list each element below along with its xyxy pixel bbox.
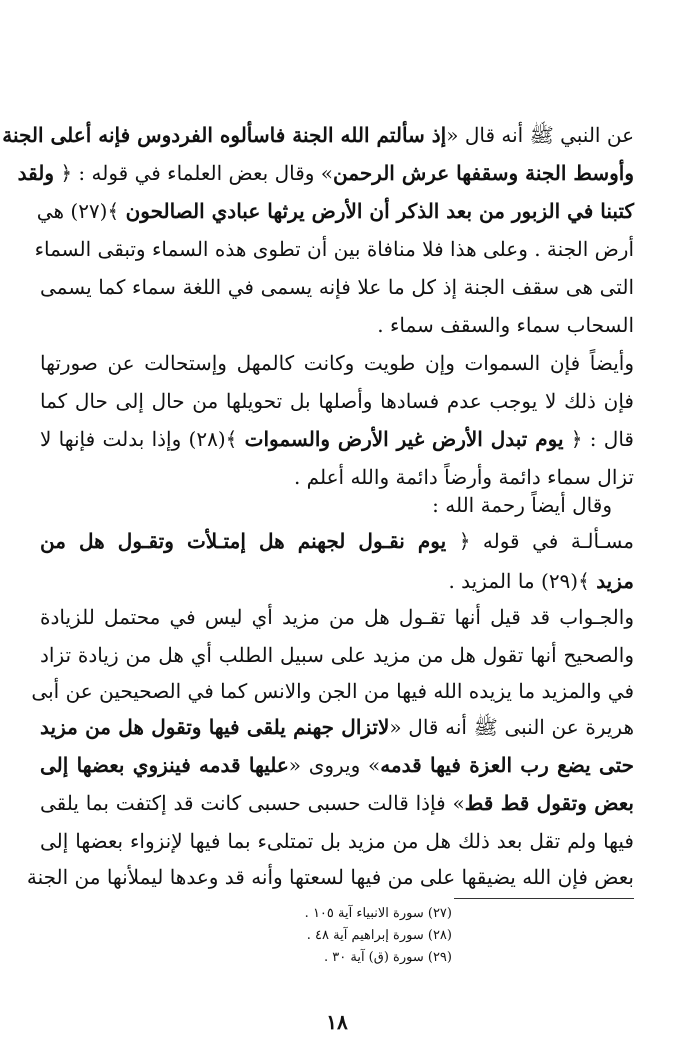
body-line <box>40 822 634 860</box>
body-line <box>2 116 634 154</box>
body-line <box>36 192 634 230</box>
footnote: (٢٧) سورة الانبياء آية ١٠٥ . <box>304 906 452 921</box>
body-line <box>40 708 634 746</box>
text-run: والجـواب قد قيل أنها تقـول هل من مزيد أي ليس في محتمل للزيادة <box>40 605 634 629</box>
bold-text-run: يوم تبدل الأرض غير الأرض والسموات <box>244 427 564 451</box>
body-line <box>40 486 634 524</box>
body-line <box>40 522 634 560</box>
bold-text-run: يوم نقـول لجهنم هل إمتـلأت وتقـول هل من <box>40 529 447 553</box>
body-line <box>40 382 634 420</box>
bold-text-run: وأوسط الجنة وسقفها عرش الرحمن <box>333 161 634 185</box>
text-run: تزال سماء دائمة وأرضاً دائمة والله أعلم . <box>293 465 634 489</box>
bold-text-run: ولقد <box>17 161 54 185</box>
footnote-divider <box>454 898 634 899</box>
body-line <box>34 230 634 268</box>
body-line <box>40 268 634 306</box>
text-run: والصحيح أنها تقول هل من مزيد على سبيل الطلب أي هل من زيادة تزاد <box>40 643 634 667</box>
body-line <box>26 858 634 896</box>
text-run: فيها ولم تقل بعد ذلك هل من مزيد بل تمتلىء بما فيها لإنزواء بعضها إلى <box>40 829 634 853</box>
text-run: وقال أيضاً رحمة الله : <box>432 493 612 517</box>
body-line <box>40 746 634 784</box>
text-run: في والمزيد ما يزيده الله فيها من الجن والانس كما في الصحيحين عن أبى <box>31 679 634 703</box>
text-run: فإن ذلك لا يوجب عدم فسادها وأصلها بل تحويلها من حال إلى حال كما <box>40 389 634 413</box>
text-run: السحاب سماء والسقف سماء . <box>377 313 634 337</box>
body-line <box>40 784 634 822</box>
text-run: التى هى سقف الجنة إذ كل ما علا فإنه يسمى في اللغة سماء كما يسمى <box>40 275 634 299</box>
body-line <box>40 636 634 674</box>
page-number: ١٨ <box>326 1010 348 1034</box>
body-line <box>40 344 634 382</box>
text-run: ﴾(٢٧) هي <box>36 199 126 223</box>
text-run: مسـألـة في قوله ﴿ <box>446 529 635 553</box>
text-run: أرض الجنة . وعلى هذا فلا منافاة بين أن تطوى هذه السماء وتبقى السماء <box>34 237 634 261</box>
text-run: ﴾(٢٩) ما المزيد . <box>448 569 597 593</box>
body-line <box>31 672 634 710</box>
text-run: ﴾(٢٨) وإذا بدلت فإنها لا <box>40 427 245 451</box>
text-run: بعض فإن الله يضيقها على من فيها لسعتها وأنه قد وعدها ليملأنها من الجنة <box>26 865 634 889</box>
text-run: هريرة عن النبى ﷺ أنه قال « <box>389 715 634 739</box>
bold-text-run: إذ سألتم الله الجنة فاسألوه الفردوس فإنه أعلى الجنة <box>2 123 447 147</box>
text-run: وأيضاً فإن السموات وإن طويت وكانت كالمهل وإستحالت عن صورتها <box>40 351 634 375</box>
text-run: عن النبي ﷺ أنه قال « <box>446 123 634 147</box>
bold-text-run: حتى يضع رب العزة فيها قدمه <box>380 753 635 777</box>
body-line <box>17 154 634 192</box>
body-line <box>40 562 634 600</box>
footnote: (٢٩) سورة (ق) آية ٣٠ . <box>323 950 452 965</box>
text-run: قال : ﴿ <box>563 427 634 451</box>
bold-text-run: لاتزال جهنم يلقى فيها وتقول هل من مزيد <box>40 715 390 739</box>
bold-text-run: عليها قدمه فينزوي بعضها إلى <box>40 753 289 777</box>
bold-text-run: بعض وتقول قط قط <box>464 791 634 815</box>
text-run: » فإذا قالت حسبى حسبى كانت قد إكتفت بما يلقى <box>40 791 465 815</box>
body-line <box>40 306 634 344</box>
bold-text-run: كتبنا في الزبور من بعد الذكر أن الأرض يرثها عبادي الصالحون <box>125 199 634 223</box>
bold-text-run: مزيد <box>596 569 634 593</box>
footnote: (٢٨) سورة إبراهيم آية ٤٨ . <box>306 928 452 943</box>
body-line <box>40 420 634 458</box>
text-run: » وقال بعض العلماء في قوله : ﴿ <box>53 161 334 185</box>
text-run: » ويروى « <box>288 753 381 777</box>
body-line <box>40 598 634 636</box>
